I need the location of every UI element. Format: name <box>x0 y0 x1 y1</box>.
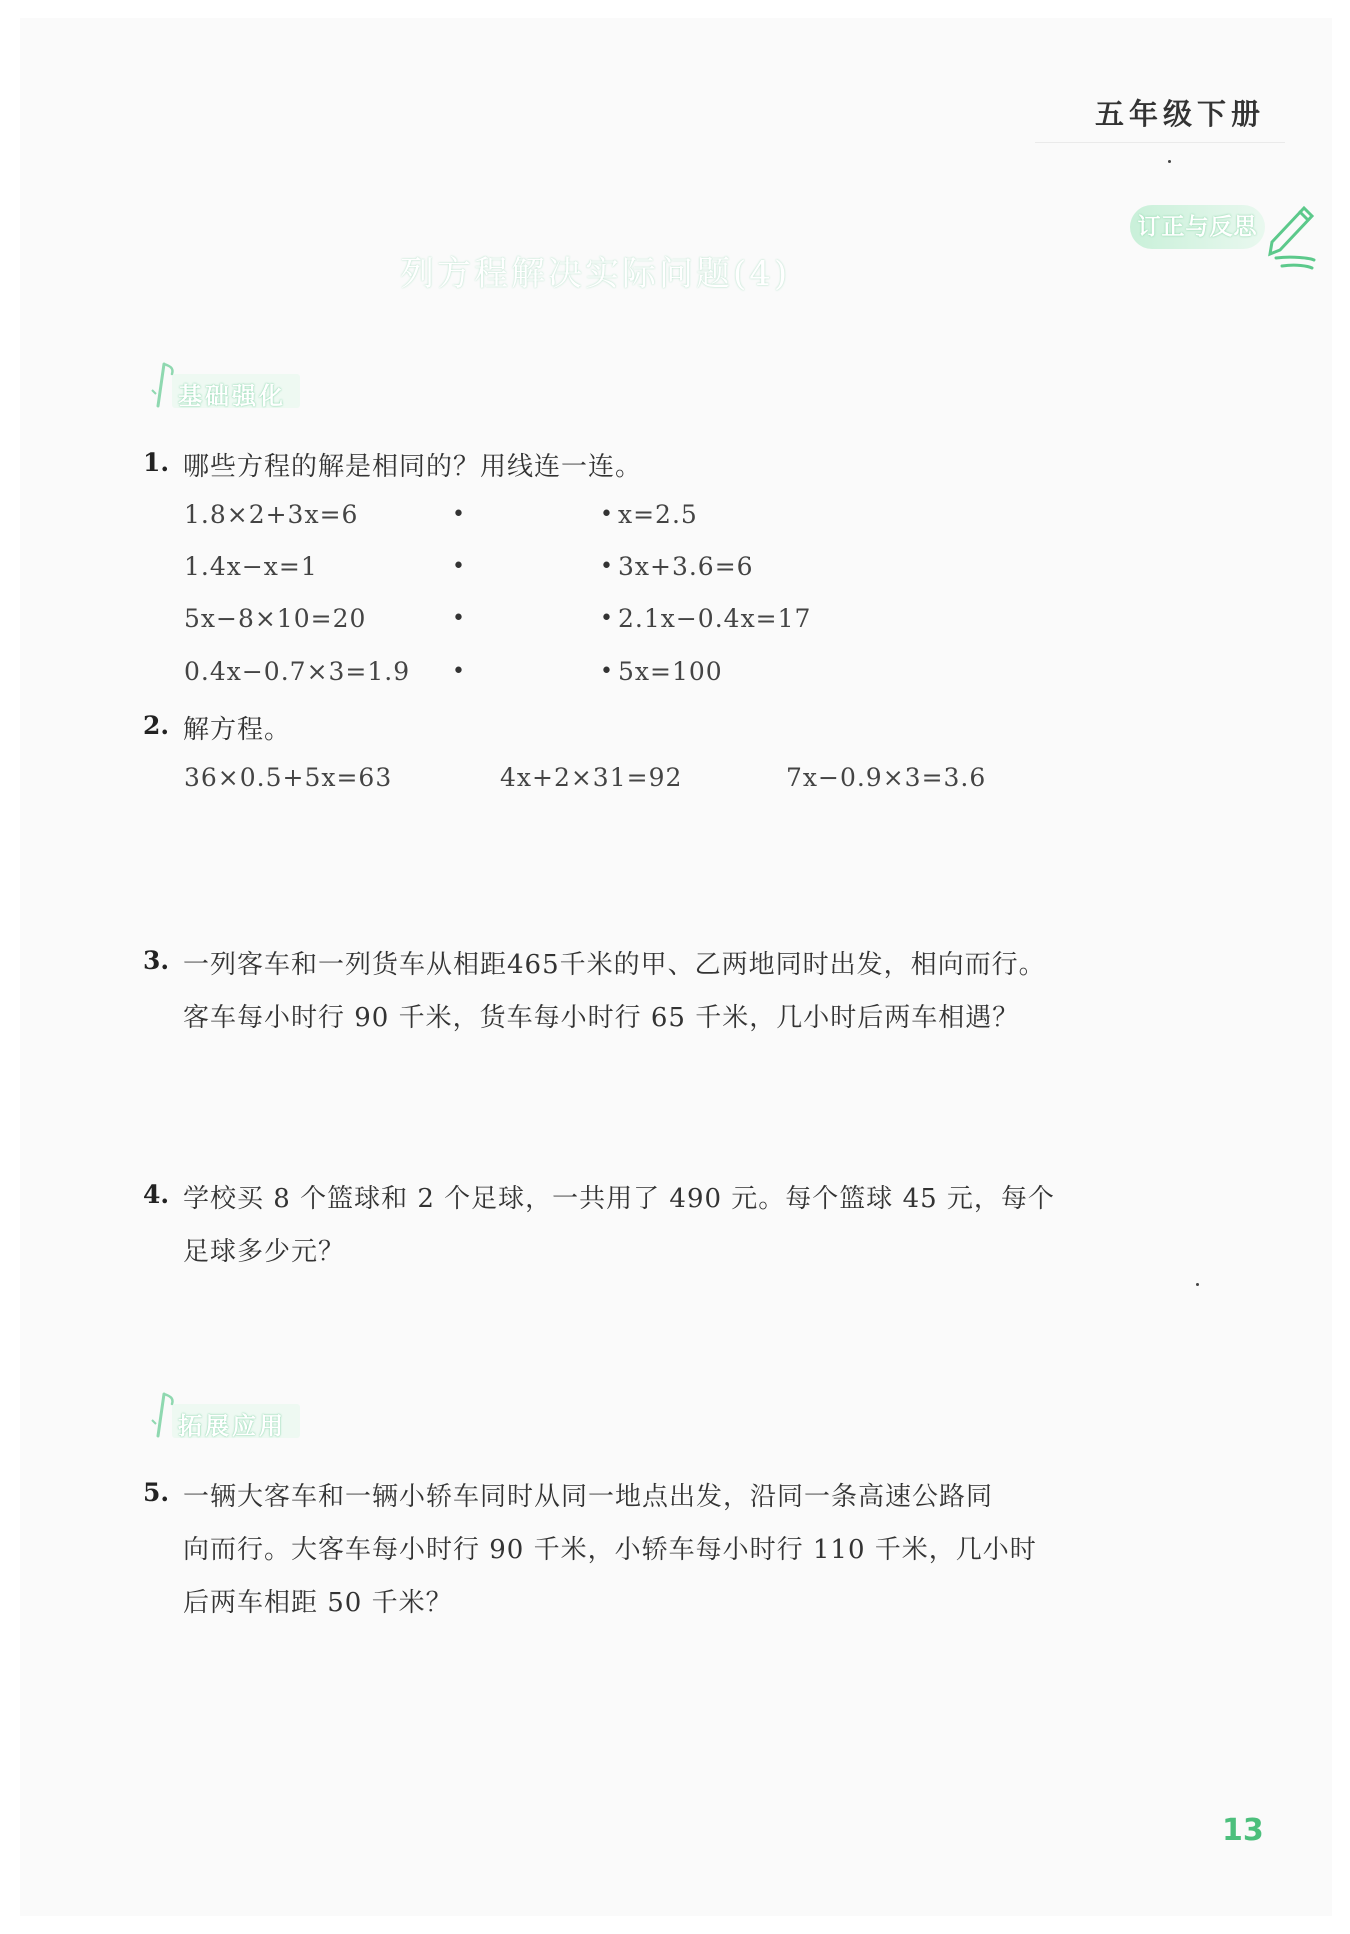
question-5-line: 后两车相距 50 千米？ <box>183 1588 453 1618</box>
question-number: 3. <box>143 946 170 975</box>
question-5-line: 向而行。大客车每小时行 90 千米，小轿车每小时行 110 千米，几小时 <box>183 1535 1037 1565</box>
question-3-line: 客车每小时行 90 千米，货车每小时行 65 千米，几小时后两车相遇？ <box>183 1003 1020 1033</box>
q1-right-equation: 3x+3.6=6 <box>618 552 754 581</box>
q1-left-equation: 0.4x−0.7×3=1.9 <box>184 657 411 686</box>
section-label: 拓展应用 <box>178 1412 286 1440</box>
section-extended <box>150 1390 310 1440</box>
q1-left-equation: 5x−8×10=20 <box>184 604 367 633</box>
left-connect-dot[interactable]: • <box>452 502 465 527</box>
q2-equation: 4x+2×31=92 <box>500 763 683 792</box>
question-3-line: 一列客车和一列货车从相距465千米的甲、乙两地同时出发，相向而行。 <box>183 950 1046 980</box>
left-connect-dot[interactable]: • <box>452 606 465 631</box>
left-connect-dot[interactable]: • <box>452 659 465 684</box>
correction-reflection-badge: 订正与反思 <box>1130 205 1265 249</box>
q2-equation: 36×0.5+5x=63 <box>184 763 393 792</box>
header-divider <box>1035 142 1285 143</box>
question-2-text: 解方程。 <box>183 715 292 745</box>
section-basic <box>150 360 310 410</box>
q1-right-equation: x=2.5 <box>618 500 698 529</box>
question-5-line: 一辆大客车和一辆小轿车同时从同一地点出发，沿同一条高速公路同 <box>183 1482 994 1512</box>
page-title: 列方程解决实际问题(4) <box>400 254 791 294</box>
q2-equation: 7x−0.9×3=3.6 <box>786 763 987 792</box>
pencil-icon <box>1262 198 1322 276</box>
flag-icon <box>150 360 178 410</box>
q1-right-equation: 5x=100 <box>618 657 723 686</box>
q1-left-equation: 1.8×2+3x=6 <box>184 500 359 529</box>
question-number: 2. <box>143 711 170 740</box>
speck <box>1196 1283 1199 1286</box>
question-1-text: 哪些方程的解是相同的？用线连一连。 <box>183 452 643 482</box>
left-connect-dot[interactable]: • <box>452 554 465 579</box>
flag-icon <box>150 1390 178 1440</box>
right-connect-dot[interactable]: • <box>600 659 613 684</box>
section-label: 基础强化 <box>178 382 286 410</box>
question-number: 5. <box>143 1478 170 1507</box>
right-connect-dot[interactable]: • <box>600 502 613 527</box>
question-4-line: 学校买 8 个篮球和 2 个足球，一共用了 490 元。每个篮球 45 元，每个 <box>183 1184 1055 1214</box>
q1-right-equation: 2.1x−0.4x=17 <box>618 604 812 633</box>
speck <box>1168 160 1171 163</box>
question-4-line: 足球多少元？ <box>183 1237 346 1267</box>
right-connect-dot[interactable]: • <box>600 554 613 579</box>
question-number: 4. <box>143 1180 170 1209</box>
question-number: 1. <box>143 448 170 477</box>
right-connect-dot[interactable]: • <box>600 606 613 631</box>
q1-left-equation: 1.4x−x=1 <box>184 552 318 581</box>
grade-label: 五年级下册 <box>1095 97 1266 131</box>
page-number: 13 <box>1222 1813 1264 1848</box>
